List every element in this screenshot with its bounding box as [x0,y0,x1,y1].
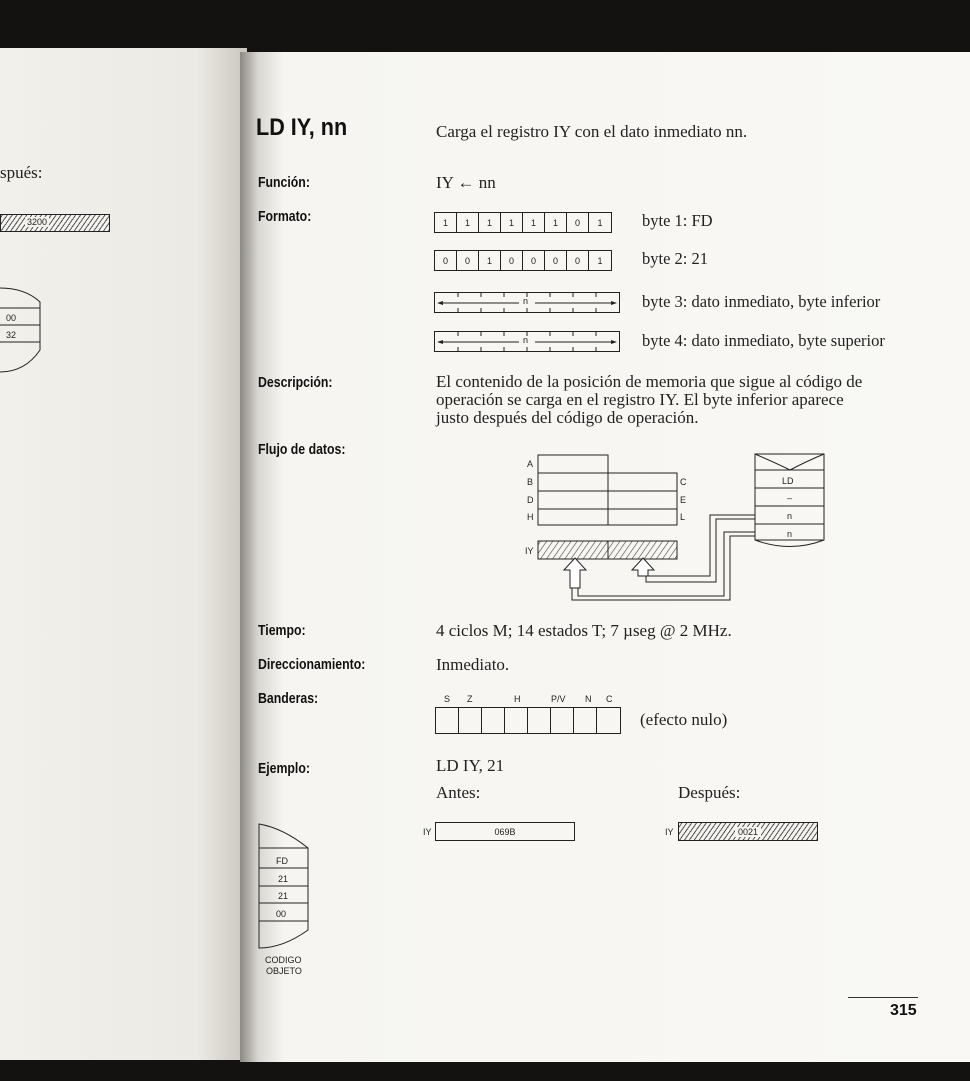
flag-cell [459,708,482,733]
bit: 1 [523,213,545,232]
byte-4-field-label: n [523,335,529,345]
descripcion-line: operación se carga en el registro IY. El byte inferior aparece [436,390,844,409]
antes-register-box [435,822,575,841]
flag-label-s: S [444,694,451,704]
funcion-text: IY ← nn [436,173,496,192]
descripcion-text [436,373,862,427]
bit: 1 [479,251,501,270]
byte-1-bits [434,212,612,233]
flag-label-n: N [585,694,592,704]
flag-label-h: H [514,694,521,704]
antes-register-value: 069B [494,826,516,837]
instruction-summary: Carga el registro IY con el dato inmediato nn. [436,122,748,141]
reg-label-a: A [527,459,534,469]
byte-3-desc: byte 3: dato inmediato, byte inferior [642,292,881,311]
flag-cell [597,708,620,733]
flag-label-pv: P/V [551,694,566,704]
despues-register-box [678,822,818,841]
bit: 0 [545,251,567,270]
reg-label-c: C [680,477,687,487]
flags-register [435,707,621,734]
bit: 0 [567,213,589,232]
left-memory-cell-1: 00 [6,313,17,323]
data-flow-diagram [520,448,830,608]
flag-label-c: C [606,694,613,704]
codigo-caption-2: OBJETO [266,966,302,976]
left-register-value: 3200 [27,217,48,227]
memory-cell-n1: n [787,511,793,521]
memory-cell-n2: n [787,529,793,539]
codigo-cell-2: 21 [278,874,289,884]
codigo-caption-1: CODIGO [265,955,302,965]
label-descripcion: Descripción: [258,374,333,391]
codigo-cell-3: 21 [278,891,289,901]
ejemplo-instruction: LD IY, 21 [436,756,505,775]
reg-label-iy: IY [525,546,534,556]
codigo-objeto-stack [258,818,313,953]
despues-register-value: 0021 [735,827,761,837]
bit: 1 [501,213,523,232]
byte-2-bits [434,250,612,271]
flag-cell [574,708,597,733]
flag-cell [482,708,505,733]
bit: 1 [597,217,603,228]
codigo-cell-4: 00 [276,909,287,919]
bit: 1 [597,255,603,266]
descripcion-line: El contenido de la posición de memoria que sigue al código de [436,372,863,391]
bit: 0 [435,251,457,270]
label-funcion: Función: [258,174,310,191]
bit: 0 [457,251,479,270]
reg-label-e: E [680,495,687,505]
descripcion-line: justo después del código de operación. [436,408,699,427]
bit: 1 [545,213,567,232]
reg-label-l: L [680,512,686,522]
reg-label-h: H [527,512,534,522]
label-banderas: Banderas: [258,690,319,707]
flag-label-z: Z [467,694,473,704]
instruction-title: LD IY, nn [256,114,348,141]
byte-3-field-label: n [523,296,529,306]
bit: 1 [479,213,501,232]
ejemplo-despues-label: Después: [678,783,741,802]
bit: 0 [567,251,589,270]
left-page [0,48,247,1060]
bit: 1 [457,213,479,232]
label-direccionamiento: Direccionamiento: [258,656,366,673]
label-tiempo: Tiempo: [258,622,306,639]
label-formato: Formato: [258,208,312,225]
despues-reg-label: IY [665,827,674,837]
left-register-box [0,214,110,232]
flag-cell [436,708,459,733]
flag-cell [505,708,528,733]
bit: 1 [435,213,457,232]
flag-cell [551,708,574,733]
label-ejemplo: Ejemplo: [258,760,310,777]
tiempo-text: 4 ciclos M; 14 estados T; 7 µseg @ 2 MHz. [436,621,732,640]
page-number-rule [848,997,918,998]
flag-cell [528,708,551,733]
direccionamiento-text: Inmediato. [436,655,510,674]
left-despues-label: spués: [0,163,43,182]
memory-cell-dash: – [787,493,793,503]
left-memory-cell-2: 32 [6,330,17,340]
codigo-cell-1: FD [276,856,288,866]
byte-3-field [434,292,620,313]
banderas-note: (efecto nulo) [640,710,728,729]
bit: 0 [523,251,545,270]
bit: 0 [501,251,523,270]
byte-4-desc: byte 4: dato inmediato, byte superior [642,331,885,350]
byte-4-field [434,331,620,352]
byte-1-desc: byte 1: FD [642,211,713,230]
antes-reg-label: IY [423,827,432,837]
page-number: 315 [890,1002,917,1019]
byte-2-desc: byte 2: 21 [642,249,708,268]
ejemplo-antes-label: Antes: [436,783,481,802]
reg-label-d: D [527,495,534,505]
memory-cell-ld: LD [782,476,794,486]
reg-label-b: B [527,477,534,487]
label-flujo: Flujo de datos: [258,441,346,458]
